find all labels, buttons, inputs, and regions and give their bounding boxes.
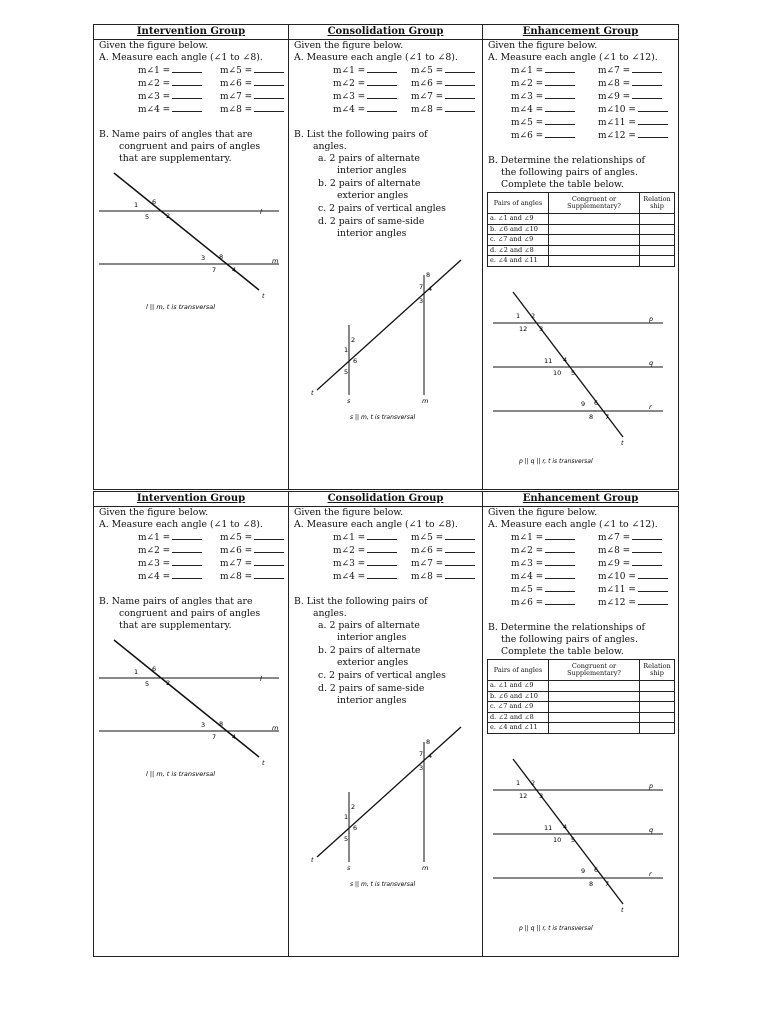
measure-4: m∠4 = xyxy=(333,103,397,117)
enhancement-column xyxy=(483,492,678,956)
task-b-line1: B. Determine the relationships of xyxy=(488,622,645,633)
answer-blank[interactable] xyxy=(172,557,202,566)
answer-blank[interactable] xyxy=(638,103,668,112)
table-row: e. ∠4 and ∠11 xyxy=(488,723,675,734)
angle-label: 3 xyxy=(419,764,424,772)
measure-8: m∠8 = xyxy=(220,570,284,584)
answer-blank[interactable] xyxy=(445,544,475,553)
answer-cell[interactable] xyxy=(549,691,640,702)
angle-label: 8 xyxy=(219,253,224,261)
answer-blank[interactable] xyxy=(367,64,397,73)
answer-cell[interactable] xyxy=(549,681,640,692)
answer-blank[interactable] xyxy=(254,570,284,579)
answer-cell[interactable] xyxy=(640,224,675,235)
answer-blank[interactable] xyxy=(545,557,575,566)
intervention-header: Intervention Group xyxy=(94,25,288,40)
table-row: a. ∠1 and ∠9 xyxy=(488,681,675,692)
answer-cell[interactable] xyxy=(640,245,675,256)
measure-8: m∠8 = xyxy=(411,570,475,584)
line-label: m xyxy=(272,724,279,732)
angle-label: 10 xyxy=(553,369,562,377)
line-label: t xyxy=(311,389,314,397)
answer-blank[interactable] xyxy=(638,116,668,125)
measure-5: m∠5 = xyxy=(511,116,575,130)
angle-label: 7 xyxy=(605,413,610,421)
task-b-line2: the following pairs of angles. xyxy=(501,167,638,178)
measure-4: m∠4 = xyxy=(138,570,202,584)
line-label: t xyxy=(621,906,624,914)
answer-blank[interactable] xyxy=(545,64,575,73)
measure-2: m∠2 = xyxy=(333,77,397,91)
angle-label: 7 xyxy=(605,880,610,888)
list-item: a. 2 pairs of alternate xyxy=(318,153,420,164)
angle-label: 5 xyxy=(344,835,349,843)
angle-label: 7 xyxy=(212,266,217,274)
line-label: p xyxy=(649,315,654,323)
answer-cell[interactable] xyxy=(549,702,640,713)
line-label: m xyxy=(272,257,279,265)
angle-label: 3 xyxy=(201,254,206,262)
angle-label: 8 xyxy=(219,720,224,728)
figure-caption: s || m, t is transversal xyxy=(350,414,416,421)
answer-blank[interactable] xyxy=(445,557,475,566)
task-a: A. Measure each angle (∠1 to ∠8). xyxy=(294,519,458,530)
answer-blank[interactable] xyxy=(632,531,662,540)
line-label: s xyxy=(347,397,351,405)
answer-blank[interactable] xyxy=(638,129,668,138)
line-label: l xyxy=(260,208,262,216)
answer-blank[interactable] xyxy=(254,64,284,73)
list-item: c. 2 pairs of vertical angles xyxy=(318,203,446,214)
measure-1: m∠1 = xyxy=(333,64,397,78)
task-b-line3: that are supplementary. xyxy=(119,620,232,631)
measure-9: m∠9 = xyxy=(598,90,662,104)
answer-blank[interactable] xyxy=(638,596,668,605)
angle-label: 3 xyxy=(539,325,544,333)
measure-4: m∠4 = xyxy=(333,570,397,584)
table-row: c. ∠7 and ∠9 xyxy=(488,702,675,713)
angle-label: 12 xyxy=(519,792,528,800)
enhancement-column xyxy=(483,25,678,489)
relationship-table xyxy=(487,659,675,734)
measure-7: m∠7 = xyxy=(220,557,284,571)
given-text: Given the figure below. xyxy=(488,40,598,51)
answer-cell[interactable] xyxy=(549,235,640,246)
measure-5: m∠5 = xyxy=(511,583,575,597)
angle-label: 2 xyxy=(531,312,536,320)
measure-1: m∠1 = xyxy=(333,531,397,545)
enhancement-header: Enhancement Group xyxy=(483,492,678,507)
answer-blank[interactable] xyxy=(367,531,397,540)
answer-blank[interactable] xyxy=(638,583,668,592)
task-b-line3: Complete the table below. xyxy=(501,646,624,657)
task-a: A. Measure each angle (∠1 to ∠8). xyxy=(294,52,458,63)
measure-7: m∠7 = xyxy=(598,64,662,78)
measure-2: m∠2 = xyxy=(511,544,575,558)
angle-label: 6 xyxy=(594,866,599,874)
figure-caption: p || q || r, t is transversal xyxy=(519,458,593,465)
line-label: q xyxy=(649,826,654,834)
measure-6: m∠6 = xyxy=(411,544,475,558)
answer-blank[interactable] xyxy=(367,570,397,579)
measure-8: m∠8 = xyxy=(598,544,662,558)
line-label: r xyxy=(649,870,652,878)
table-row: d. ∠2 and ∠8 xyxy=(488,712,675,723)
task-a: A. Measure each angle (∠1 to ∠12). xyxy=(488,519,658,530)
measure-11: m∠11 = xyxy=(598,116,668,130)
task-b-line3: that are supplementary. xyxy=(119,153,232,164)
answer-cell[interactable] xyxy=(640,235,675,246)
angle-label: 2 xyxy=(531,779,536,787)
task-b-line1: B. List the following pairs of xyxy=(294,129,428,140)
line-label: p xyxy=(649,782,654,790)
answer-blank[interactable] xyxy=(172,90,202,99)
angle-label: 3 xyxy=(201,721,206,729)
table-header: Congruent or Supplementary? xyxy=(549,660,640,681)
answer-blank[interactable] xyxy=(632,557,662,566)
angle-label: 1 xyxy=(344,813,349,821)
task-b-line2: angles. xyxy=(313,608,347,619)
angle-label: 2 xyxy=(166,679,171,687)
answer-cell[interactable] xyxy=(549,224,640,235)
angle-label: 1 xyxy=(344,346,349,354)
intervention-column xyxy=(94,25,289,489)
given-text: Given the figure below. xyxy=(294,507,404,518)
task-b-line1: B. Name pairs of angles that are xyxy=(99,129,253,140)
worksheet-bottom xyxy=(93,491,679,957)
given-text: Given the figure below. xyxy=(488,507,598,518)
list-item: b. 2 pairs of alternate xyxy=(318,178,421,189)
angle-label: 2 xyxy=(166,212,171,220)
list-item: exterior angles xyxy=(337,190,409,201)
answer-blank[interactable] xyxy=(367,90,397,99)
measure-3: m∠3 = xyxy=(511,90,575,104)
answer-blank[interactable] xyxy=(172,103,202,112)
answer-blank[interactable] xyxy=(545,531,575,540)
figure-caption: l || m, t is transversal xyxy=(146,770,216,778)
measure-2: m∠2 = xyxy=(333,544,397,558)
answer-blank[interactable] xyxy=(632,77,662,86)
angle-label: 5 xyxy=(145,680,150,688)
answer-cell[interactable] xyxy=(549,712,640,723)
measure-7: m∠7 = xyxy=(411,557,475,571)
task-b-line2: the following pairs of angles. xyxy=(501,634,638,645)
answer-blank[interactable] xyxy=(545,103,575,112)
angle-label: 8 xyxy=(426,738,431,746)
answer-blank[interactable] xyxy=(545,596,575,605)
answer-blank[interactable] xyxy=(367,77,397,86)
answer-blank[interactable] xyxy=(445,103,475,112)
measure-1: m∠1 = xyxy=(511,531,575,545)
answer-blank[interactable] xyxy=(445,90,475,99)
intervention-header: Intervention Group xyxy=(94,492,288,507)
angle-label: 9 xyxy=(581,400,586,408)
angle-label: 9 xyxy=(581,867,586,875)
answer-cell[interactable] xyxy=(640,691,675,702)
task-b-line2: congruent and pairs of angles xyxy=(119,141,261,152)
answer-blank[interactable] xyxy=(632,90,662,99)
answer-blank[interactable] xyxy=(545,116,575,125)
answer-cell[interactable] xyxy=(549,245,640,256)
measure-1: m∠1 = xyxy=(138,531,202,545)
table-header: Relation ship xyxy=(640,660,675,681)
given-text: Given the figure below. xyxy=(99,507,209,518)
angle-label: 3 xyxy=(419,297,424,305)
enhancement-header: Enhancement Group xyxy=(483,25,678,40)
table-row: a. ∠1 and ∠9 xyxy=(488,214,675,225)
measure-12: m∠12 = xyxy=(598,596,668,610)
line-label: t xyxy=(262,759,265,767)
figure-caption: p || q || r, t is transversal xyxy=(519,925,593,932)
angle-label: 6 xyxy=(353,357,358,365)
given-text: Given the figure below. xyxy=(99,40,209,51)
measure-8: m∠8 = xyxy=(220,103,284,117)
measure-2: m∠2 = xyxy=(138,544,202,558)
table-header: Congruent or Supplementary? xyxy=(549,193,640,214)
line-label: t xyxy=(311,856,314,864)
measure-3: m∠3 = xyxy=(138,557,202,571)
measure-6: m∠6 = xyxy=(511,596,575,610)
worksheet-top xyxy=(93,24,679,490)
measure-5: m∠5 = xyxy=(220,64,284,78)
measure-5: m∠5 = xyxy=(411,531,475,545)
answer-cell[interactable] xyxy=(640,681,675,692)
answer-blank[interactable] xyxy=(545,570,575,579)
answer-blank[interactable] xyxy=(172,531,202,540)
task-b-line1: B. List the following pairs of xyxy=(294,596,428,607)
angle-label: 5 xyxy=(571,369,576,377)
line-label: m xyxy=(422,864,429,872)
angle-label: 4 xyxy=(428,752,433,760)
list-item: c. 2 pairs of vertical angles xyxy=(318,670,446,681)
measure-3: m∠3 = xyxy=(511,557,575,571)
answer-blank[interactable] xyxy=(172,64,202,73)
measure-3: m∠3 = xyxy=(333,557,397,571)
measure-11: m∠11 = xyxy=(598,583,668,597)
line-label: m xyxy=(422,397,429,405)
task-a: A. Measure each angle (∠1 to ∠8). xyxy=(99,52,263,63)
list-item: interior angles xyxy=(337,228,407,239)
answer-blank[interactable] xyxy=(254,531,284,540)
angle-label: 8 xyxy=(589,413,594,421)
parallel-lines-figure xyxy=(94,632,289,782)
consolidation-header: Consolidation Group xyxy=(289,25,482,40)
measure-7: m∠7 = xyxy=(220,90,284,104)
given-text: Given the figure below. xyxy=(294,40,404,51)
measure-6: m∠6 = xyxy=(220,77,284,91)
answer-blank[interactable] xyxy=(254,103,284,112)
measure-4: m∠4 = xyxy=(138,103,202,117)
answer-blank[interactable] xyxy=(172,544,202,553)
answer-cell[interactable] xyxy=(640,702,675,713)
list-item: d. 2 pairs of same-side xyxy=(318,683,425,694)
answer-blank[interactable] xyxy=(545,544,575,553)
measure-6: m∠6 = xyxy=(411,77,475,91)
measure-8: m∠8 = xyxy=(411,103,475,117)
answer-blank[interactable] xyxy=(445,77,475,86)
measure-10: m∠10 = xyxy=(598,570,668,584)
measure-12: m∠12 = xyxy=(598,129,668,143)
answer-blank[interactable] xyxy=(445,531,475,540)
measure-6: m∠6 = xyxy=(511,129,575,143)
angle-label: 4 xyxy=(563,823,568,831)
measure-7: m∠7 = xyxy=(411,90,475,104)
angle-label: 5 xyxy=(344,368,349,376)
consolidation-column xyxy=(289,492,483,956)
answer-blank[interactable] xyxy=(545,77,575,86)
angle-label: 3 xyxy=(539,792,544,800)
angle-label: 1 xyxy=(516,312,521,320)
angle-label: 12 xyxy=(519,325,528,333)
angle-label: 4 xyxy=(232,733,237,741)
task-b-line1: B. Determine the relationships of xyxy=(488,155,645,166)
answer-blank[interactable] xyxy=(172,570,202,579)
task-b-line3: Complete the table below. xyxy=(501,179,624,190)
angle-label: 5 xyxy=(145,213,150,221)
measure-10: m∠10 = xyxy=(598,103,668,117)
answer-blank[interactable] xyxy=(367,544,397,553)
table-row: b. ∠6 and ∠10 xyxy=(488,691,675,702)
answer-blank[interactable] xyxy=(545,583,575,592)
answer-blank[interactable] xyxy=(254,544,284,553)
table-header: Relation ship xyxy=(640,193,675,214)
answer-cell[interactable] xyxy=(640,723,675,734)
angle-label: 7 xyxy=(212,733,217,741)
table-header: Pairs of angles xyxy=(488,660,549,681)
answer-blank[interactable] xyxy=(445,64,475,73)
angle-label: 8 xyxy=(589,880,594,888)
figure-caption: s || m, t is transversal xyxy=(350,881,416,888)
table-row: d. ∠2 and ∠8 xyxy=(488,245,675,256)
measure-5: m∠5 = xyxy=(220,531,284,545)
answer-cell[interactable] xyxy=(549,723,640,734)
relationship-table xyxy=(487,192,675,267)
answer-blank[interactable] xyxy=(254,557,284,566)
three-parallel-lines-figure xyxy=(483,754,678,954)
answer-cell[interactable] xyxy=(640,712,675,723)
answer-blank[interactable] xyxy=(172,77,202,86)
answer-blank[interactable] xyxy=(545,129,575,138)
angle-label: 7 xyxy=(419,750,424,758)
task-a: A. Measure each angle (∠1 to ∠8). xyxy=(99,519,263,530)
measure-4: m∠4 = xyxy=(511,570,575,584)
angle-label: 8 xyxy=(426,271,431,279)
measure-4: m∠4 = xyxy=(511,103,575,117)
angle-label: 4 xyxy=(428,285,433,293)
answer-cell[interactable] xyxy=(549,256,640,267)
line-label: s xyxy=(347,864,351,872)
angle-label: 7 xyxy=(419,283,424,291)
list-item: interior angles xyxy=(337,695,407,706)
angle-label: 6 xyxy=(152,198,157,206)
table-row: c. ∠7 and ∠9 xyxy=(488,235,675,246)
table-header: Pairs of angles xyxy=(488,193,549,214)
measure-3: m∠3 = xyxy=(138,90,202,104)
intervention-column xyxy=(94,492,289,956)
angle-label: 4 xyxy=(232,266,237,274)
answer-blank[interactable] xyxy=(445,570,475,579)
angle-label: 4 xyxy=(563,356,568,364)
list-item: b. 2 pairs of alternate xyxy=(318,645,421,656)
angle-label: 5 xyxy=(571,836,576,844)
answer-blank[interactable] xyxy=(545,90,575,99)
list-item: a. 2 pairs of alternate xyxy=(318,620,420,631)
consolidation-column xyxy=(289,25,483,489)
list-item: interior angles xyxy=(337,165,407,176)
angle-label: 2 xyxy=(351,803,356,811)
angle-label: 1 xyxy=(134,668,139,676)
task-b-line2: congruent and pairs of angles xyxy=(119,608,261,619)
three-parallel-lines-figure xyxy=(483,287,678,487)
list-item: d. 2 pairs of same-side xyxy=(318,216,425,227)
answer-blank[interactable] xyxy=(632,544,662,553)
consolidation-header: Consolidation Group xyxy=(289,492,482,507)
measure-7: m∠7 = xyxy=(598,531,662,545)
table-row: e. ∠4 and ∠11 xyxy=(488,256,675,267)
measure-6: m∠6 = xyxy=(220,544,284,558)
angle-label: 1 xyxy=(134,201,139,209)
parallel-lines-figure xyxy=(289,712,483,912)
line-label: l xyxy=(260,675,262,683)
measure-3: m∠3 = xyxy=(333,90,397,104)
answer-blank[interactable] xyxy=(254,90,284,99)
answer-blank[interactable] xyxy=(367,103,397,112)
parallel-lines-figure xyxy=(94,165,289,315)
angle-label: 2 xyxy=(351,336,356,344)
answer-blank[interactable] xyxy=(632,64,662,73)
angle-label: 6 xyxy=(594,399,599,407)
answer-blank[interactable] xyxy=(367,557,397,566)
angle-label: 1 xyxy=(516,779,521,787)
answer-cell[interactable] xyxy=(640,256,675,267)
angle-label: 6 xyxy=(152,665,157,673)
measure-8: m∠8 = xyxy=(598,77,662,91)
measure-5: m∠5 = xyxy=(411,64,475,78)
line-label: t xyxy=(621,439,624,447)
angle-label: 6 xyxy=(353,824,358,832)
line-label: t xyxy=(262,292,265,300)
task-b-line1: B. Name pairs of angles that are xyxy=(99,596,253,607)
table-row: b. ∠6 and ∠10 xyxy=(488,224,675,235)
angle-label: 10 xyxy=(553,836,562,844)
measure-2: m∠2 = xyxy=(511,77,575,91)
measure-2: m∠2 = xyxy=(138,77,202,91)
task-b-line2: angles. xyxy=(313,141,347,152)
measure-9: m∠9 = xyxy=(598,557,662,571)
figure-caption: l || m, t is transversal xyxy=(146,303,216,311)
answer-blank[interactable] xyxy=(254,77,284,86)
list-item: exterior angles xyxy=(337,657,409,668)
angle-label: 11 xyxy=(544,357,553,365)
parallel-lines-figure xyxy=(289,245,483,445)
list-item: interior angles xyxy=(337,632,407,643)
line-label: r xyxy=(649,403,652,411)
answer-cell[interactable] xyxy=(549,214,640,225)
measure-1: m∠1 = xyxy=(511,64,575,78)
answer-cell[interactable] xyxy=(640,214,675,225)
angle-label: 11 xyxy=(544,824,553,832)
answer-blank[interactable] xyxy=(638,570,668,579)
task-a: A. Measure each angle (∠1 to ∠12). xyxy=(488,52,658,63)
measure-1: m∠1 = xyxy=(138,64,202,78)
line-label: q xyxy=(649,359,654,367)
